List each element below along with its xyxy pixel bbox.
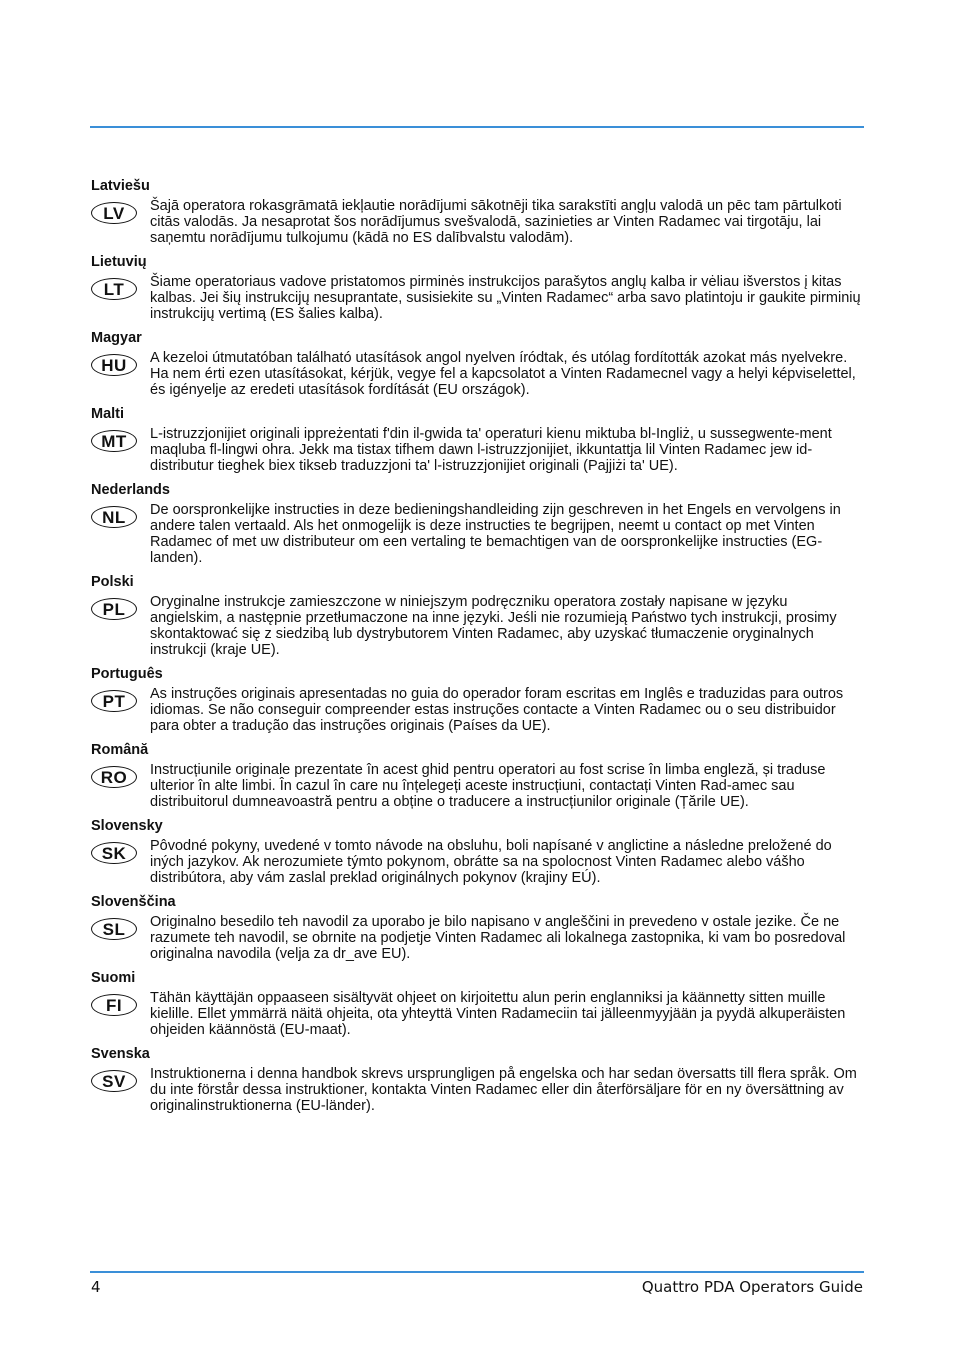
section-dutch xyxy=(91,482,864,566)
section-text: Šiame operatoriaus vadove pristatomos pirminės instrukcijos parašytos anglų kalba ir vėliau išverstos į kitas kalbas. Jei šių instrukcijų nesuprantate, susisiekite su „Vinten Radamec“ arba savo platintoju ir gaukite pirminių instrukcijų vertimą (ES šalies kalba). xyxy=(150,274,861,322)
section-finnish xyxy=(91,970,864,1038)
section-romanian xyxy=(91,742,864,810)
language-badge-lt: LT xyxy=(91,278,137,300)
section-text: Instrucțiunile originale prezentate în acest ghid pentru operatori au fost scrise în limba engleză, și traduse ulterior în alte limbi. În cazul în care nu înțelegeți aceste instrucțiuni, contactați Vinten Rad-amec sau distribuitorul dumneavoastră pentru a obține o traducere a instrucțiunilor originale (Țările UE). xyxy=(150,762,826,810)
section-heading: Português xyxy=(91,666,163,682)
section-heading: Polski xyxy=(91,574,134,590)
language-badge-sv: SV xyxy=(91,1070,137,1092)
section-heading: Magyar xyxy=(91,330,142,346)
section-text: Instruktionerna i denna handbok skrevs ursprungligen på engelska och har sedan översatts till flera språk. Om du inte förstår dessa instruktioner, kontakta Vinten Radamec eller din återförsäljare för en ny översättning av originalinstruktionerna (EU-länder). xyxy=(150,1066,857,1114)
section-slovenian xyxy=(91,894,864,962)
language-badge-lv: LV xyxy=(91,202,137,224)
section-heading: Svenska xyxy=(91,1046,150,1062)
section-text: De oorspronkelijke instructies in deze bedieningshandleiding zijn geschreven in het Engels en vervolgens in andere talen vertaald. Als het onmogelijk is deze instructies te begrijpen, neemt u contact op met Vinten Radamec of met uw distributeur om een vertaling te bemachtigen van de oorspronkelijke instructies (EG-landen). xyxy=(150,502,841,566)
section-text: Tähän käyttäjän oppaaseen sisältyvät ohjeet on kirjoitettu alun perin englanniksi ja käännetty sitten muille kielille. Ellet ymmärrä näitä ohjeita, ota yhteyttä Vinten Radameciin tai jälleenmyyjään ja pyydä alkuperäisten ohjeiden käännöstä (EU-maat). xyxy=(150,990,846,1038)
language-badge-mt: MT xyxy=(91,430,137,452)
header-rule xyxy=(90,126,864,128)
section-portuguese xyxy=(91,666,864,734)
language-badge-nl: NL xyxy=(91,506,137,528)
document-title: Quattro PDA Operators Guide xyxy=(641,1278,863,1296)
language-badge-pt: PT xyxy=(91,690,137,712)
section-text: Originalno besedilo teh navodil za uporabo je bilo napisano v angleščini in prevedeno v ostale jezike. Če ne razumete teh navodil, se obrnite na podjetje Vinten Radamec ali lokalnega zastopnika, ki vam bo posredoval originalna navodila (velja za dr_ave EU). xyxy=(150,914,846,962)
section-text: Oryginalne instrukcje zamieszczone w niniejszym podręczniku operatora zostały napisane w języku angielskim, a następnie przetłumaczone na inne języki. Jeśli nie rozumieją Państwo tych instrukcji, prosimy skontaktować się z siedzibą lub dystrybutorem Vinten Radamec, aby uzyskać tłumaczenie oryginalnych instrukcji (kraje UE). xyxy=(150,594,837,658)
footer-rule xyxy=(90,1271,864,1273)
page-number: 4 xyxy=(91,1278,101,1296)
section-swedish xyxy=(91,1046,864,1114)
section-maltese xyxy=(91,406,864,474)
language-badge-fi: FI xyxy=(91,994,137,1016)
language-badge-hu: HU xyxy=(91,354,137,376)
section-text: As instruções originais apresentadas no guia do operador foram escritas em Inglês e traduzidas para outros idiomas. Se não conseguir compreender estas instruções contacte a Vinten Radamec ou o seu distribuidor para obter a tradução das instruções originais (Países da UE). xyxy=(150,686,844,734)
section-slovak xyxy=(91,818,864,886)
section-text: Šajā operatora rokasgrāmatā iekļautie norādījumi sākotnēji tika sarakstīti angļu valodā un pēc tam pārtulkoti citās valodās. Ja nesaprotat šos norādījumus svešvalodā, sazinieties ar Vinten Radamec vai tirgotāju, lai saņemtu norādījumu tulkojumu (kādā no ES dalībvalstu valodām). xyxy=(150,198,842,246)
section-heading: Latviešu xyxy=(91,178,150,194)
section-polish xyxy=(91,574,864,658)
section-heading: Suomi xyxy=(91,970,136,986)
language-badge-ro: RO xyxy=(91,766,137,788)
language-badge-pl: PL xyxy=(91,598,137,620)
section-text: Pôvodné pokyny, uvedené v tomto návode na obsluhu, boli napísané v anglictine a následne preložené do iných jazykov. Ak nerozumiete týmto pokynom, obrátte sa na spolocnost Vinten Radamec alebo vášho distribútora, aby vám zaslal preklad originálnych pokynov (krajiny EÚ). xyxy=(150,838,832,886)
language-badge-sl: SL xyxy=(91,918,137,940)
section-heading: Slovenščina xyxy=(91,894,176,910)
section-lithuanian xyxy=(91,254,864,322)
section-latvian xyxy=(91,178,864,246)
section-text: A kezeloi útmutatóban található utasítások angol nyelven íródtak, és utólag fordították azokat más nyelvekre. Ha nem érti ezen utasításokat, kérjük, vegye fel a kapcsolatot a Vinten Radamecnel vagy a helyi képviselettel, és igényelje az eredeti utasítások fordítását (EU országok). xyxy=(150,350,856,398)
language-sections xyxy=(91,178,864,1122)
section-heading: Lietuvių xyxy=(91,254,147,270)
section-heading: Malti xyxy=(91,406,125,422)
section-heading: Română xyxy=(91,742,149,758)
section-heading: Nederlands xyxy=(91,482,170,498)
language-badge-sk: SK xyxy=(91,842,137,864)
section-text: L-istruzzjonijiet originali ippreżentati f'din il-gwida ta' operaturi kienu miktuba bl-Ingliż, u sussegwente-ment maqluba fl-lingwi ohra. Jekk ma tistax tifhem dawn l-istruzzjonijiet, ikkuntattja lil Vinten Radamec jew id-distributur tieghek biex tikseb traduzzjoni ta' l-istruzzjonijiet originali (Pajjiżi ta' UE). xyxy=(150,426,832,474)
section-hungarian xyxy=(91,330,864,398)
section-heading: Slovensky xyxy=(91,818,163,834)
